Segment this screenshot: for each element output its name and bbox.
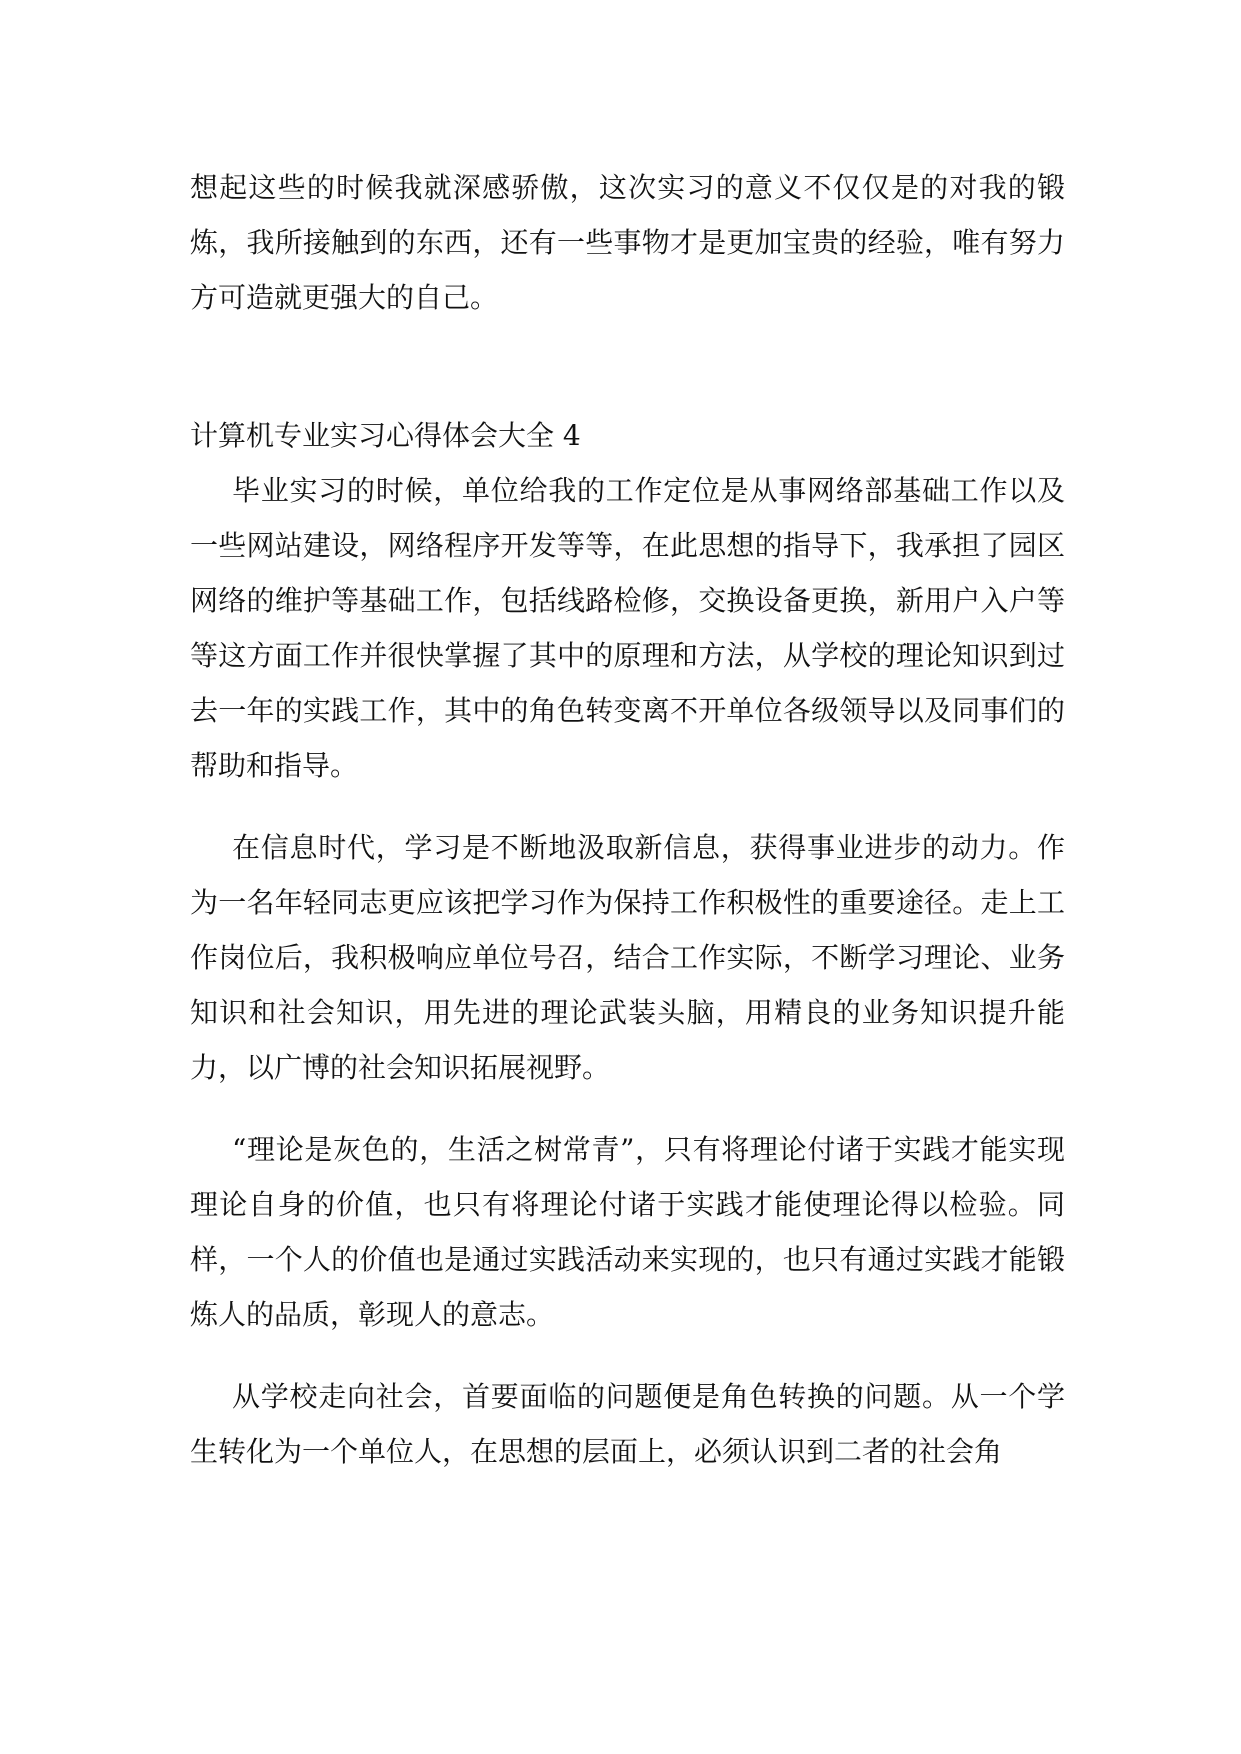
intro-paragraph: 想起这些的时候我就深感骄傲，这次实习的意义不仅仅是的对我的锻炼，我所接触到的东西，还有一些事物才是更加宝贵的经验，唯有努力方可造就更强大的自己。: [190, 171, 1065, 314]
body-paragraph-3: “理论是灰色的，生活之树常青”，只有将理论付诸于实践才能实现理论自身的价值，也只有将理论付诸于实践才能使理论得以检验。同样，一个人的价值也是通过实践活动来实现的，也只有通过实践才能锻炼人的品质，彰现人的意志。: [190, 1133, 1065, 1331]
document-body: [190, 160, 1065, 1506]
section-heading: 计算机专业实习心得体会大全 4: [190, 419, 581, 452]
body-paragraph-1: 毕业实习的时候，单位给我的工作定位是从事网络部基础工作以及一些网站建设，网络程序开发等等，在此思想的指导下，我承担了园区网络的维护等基础工作，包括线路检修，交换设备更换，新用户入户等等这方面工作并很快掌握了其中的原理和方法，从学校的理论知识到过去一年的实践工作，其中的角色转变离不开单位各级领导以及同事们的帮助和指导。: [190, 474, 1065, 782]
body-paragraph-4: 从学校走向社会，首要面临的问题便是角色转换的问题。从一个学生转化为一个单位人，在思想的层面上，必须认识到二者的社会角: [190, 1380, 1065, 1468]
body-paragraph-2: 在信息时代，学习是不断地汲取新信息，获得事业进步的动力。作为一名年轻同志更应该把学习作为保持工作积极性的重要途径。走上工作岗位后，我积极响应单位号召，结合工作实际，不断学习理论、业务知识和社会知识，用先进的理论武装头脑，用精良的业务知识提升能力，以广博的社会知识拓展视野。: [190, 831, 1065, 1084]
